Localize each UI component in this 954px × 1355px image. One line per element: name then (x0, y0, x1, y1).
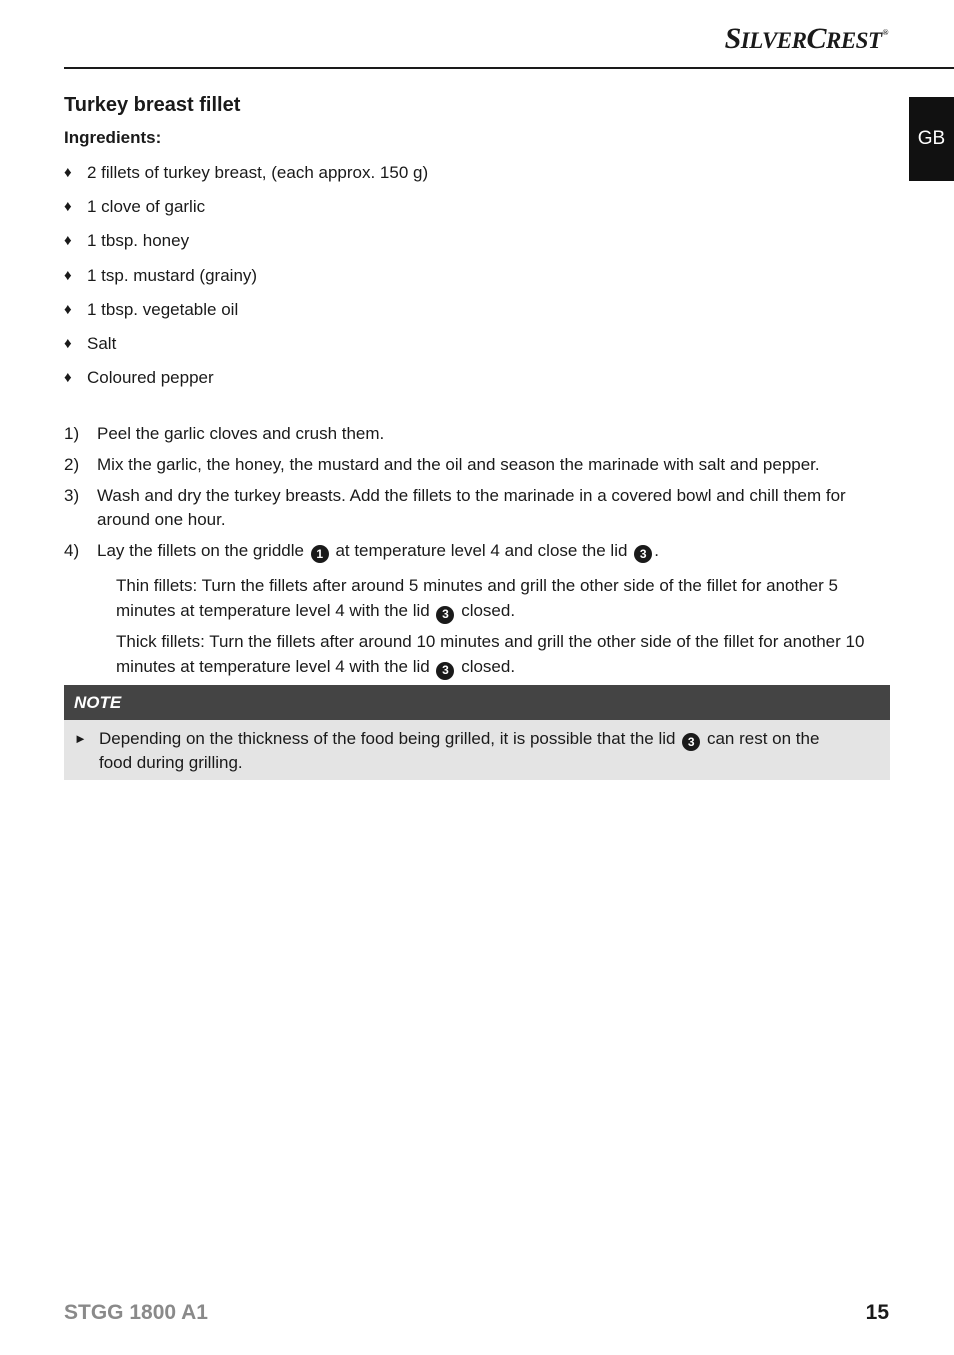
list-item: ♦ Salt (64, 331, 428, 365)
list-item: ♦ 1 clove of garlic (64, 194, 428, 228)
list-item: ♦ 2 fillets of turkey breast, (each approx. 150 g) (64, 160, 428, 194)
diamond-bullet-icon: ♦ (64, 266, 72, 284)
list-item: ♦ Coloured pepper (64, 365, 428, 399)
page-number: 15 (865, 1301, 889, 1324)
step-item: 3) Wash and dry the turkey breasts. Add the fillets to the marinade in a covered bowl and chill them for around one hour. (64, 486, 846, 529)
ingredients-list (64, 160, 428, 399)
step-item: 2) Mix the garlic, the honey, the mustard and the oil and season the marinade with salt and pepper. (64, 455, 820, 474)
ref-number-icon: 3 (634, 545, 652, 563)
diamond-bullet-icon: ♦ (64, 198, 72, 216)
recipe-title: Turkey breast fillet (64, 94, 241, 116)
ref-number-icon: 3 (436, 662, 454, 680)
list-item: ♦ 1 tbsp. vegetable oil (64, 297, 428, 331)
ref-number-icon: 1 (311, 545, 329, 563)
registered-mark: ® (882, 28, 888, 37)
language-tab: GB (909, 97, 954, 181)
list-item: ♦ 1 tsp. mustard (grainy) (64, 263, 428, 297)
arrow-right-icon: ► (74, 731, 87, 746)
header-rule (64, 67, 954, 69)
diamond-bullet-icon: ♦ (64, 369, 72, 387)
thick-fillets-paragraph: Thick fillets: Turn the fillets after around 10 minutes and grill the other side of the fillet for another 10 minutes at temperature level 4 with the lid 3 closed. (116, 629, 866, 680)
ref-number-icon: 3 (682, 733, 700, 751)
note-text: Depending on the thickness of the food being grilled, it is possible that the lid 3 can rest on the food during grilling. (99, 729, 820, 772)
diamond-bullet-icon: ♦ (64, 334, 72, 352)
steps-list (64, 422, 864, 570)
step-item: 1) Peel the garlic cloves and crush them. (64, 424, 385, 443)
diamond-bullet-icon: ♦ (64, 232, 72, 250)
note-body (64, 720, 890, 780)
ingredients-heading: Ingredients: (64, 128, 162, 147)
note-heading: NOTE (64, 685, 890, 720)
diamond-bullet-icon: ♦ (64, 300, 72, 318)
footer-model: STGG 1800 A1 (64, 1301, 208, 1324)
step-item: 4) Lay the fillets on the griddle 1 at temperature level 4 and close the lid 3 . (64, 541, 659, 561)
thin-fillets-paragraph: Thin fillets: Turn the fillets after around 5 minutes and grill the other side of the fillet for another 5 minutes at temperature level 4 with the lid 3 closed. (116, 573, 866, 624)
ref-number-icon: 3 (436, 606, 454, 624)
list-item: ♦ 1 tbsp. honey (64, 228, 428, 262)
brand-logo: SILVERCREST® (724, 22, 888, 55)
diamond-bullet-icon: ♦ (64, 164, 72, 181)
